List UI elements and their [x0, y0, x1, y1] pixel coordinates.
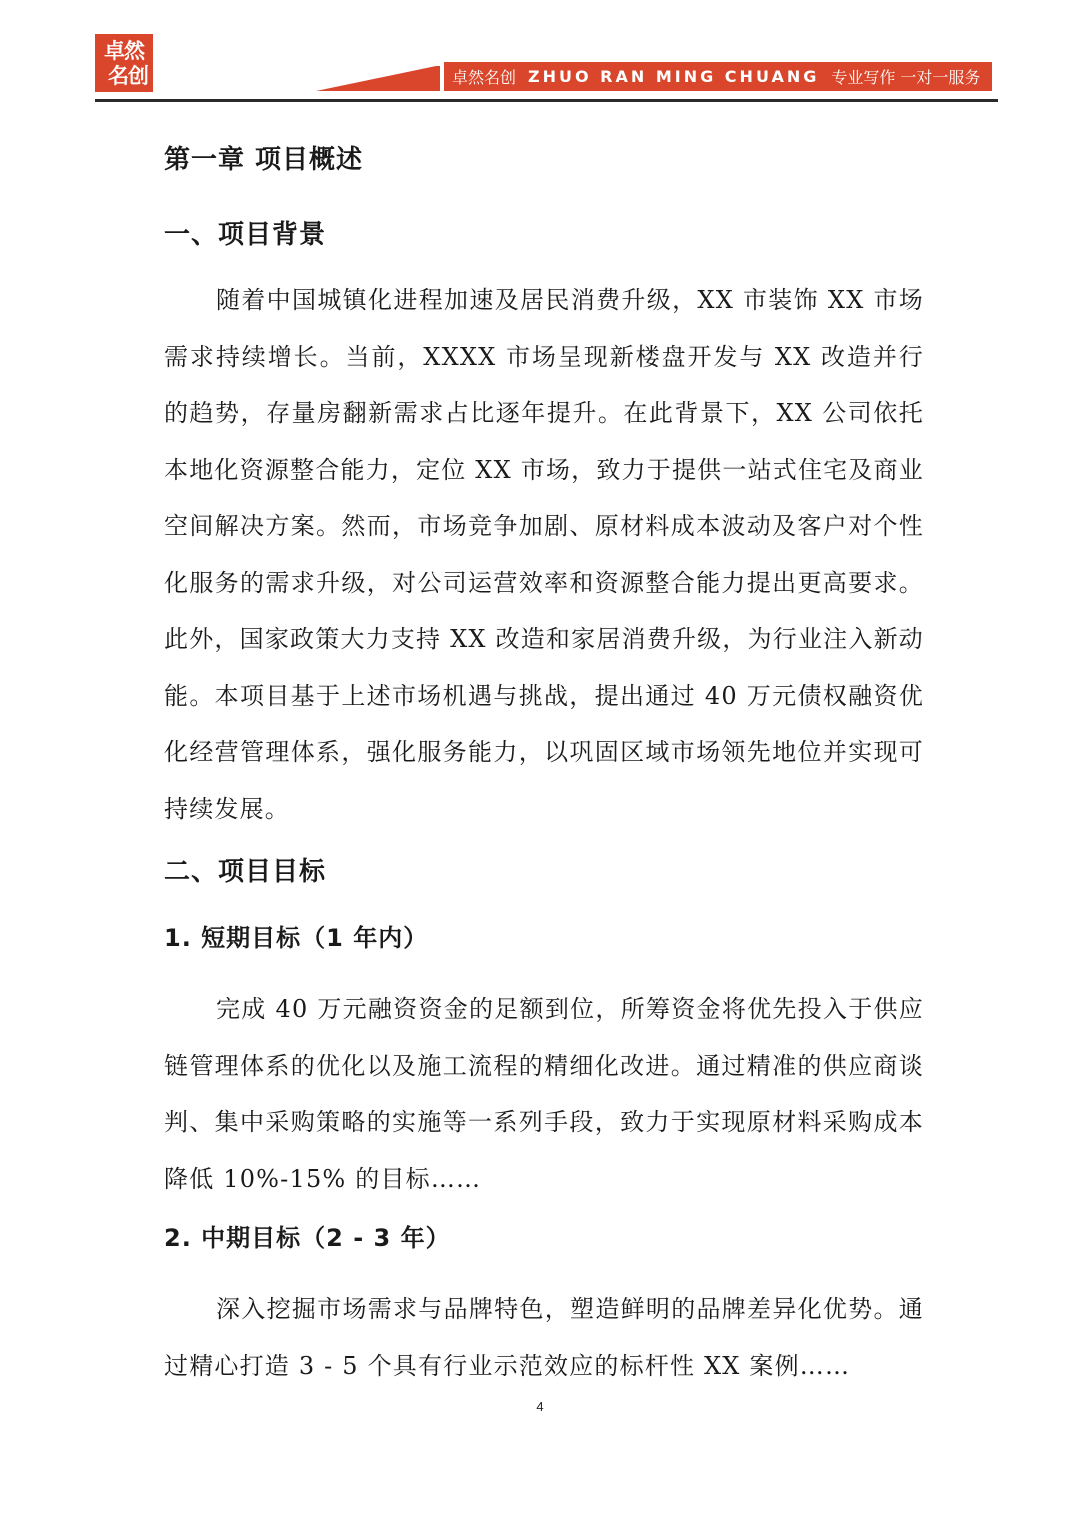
logo-line-2: 名创	[108, 63, 148, 88]
section-heading-background: 一、项目背景	[164, 220, 327, 250]
section-heading-goals: 二、项目目标	[164, 857, 327, 887]
banner-service-text: 专业写作 一对一服务	[831, 68, 981, 87]
document-body	[164, 130, 924, 1394]
banner-cn-name: 卓然名创	[452, 68, 517, 87]
page-number: 4	[536, 1399, 544, 1414]
banner-text	[452, 62, 992, 91]
header-divider	[95, 99, 998, 102]
logo-line-1: 卓然	[104, 38, 144, 63]
subsection-heading-short-term: 1. 短期目标（1 年内）	[164, 924, 429, 952]
header-banner	[316, 62, 992, 91]
subsection-heading-mid-term: 2. 中期目标（2 - 3 年）	[164, 1224, 451, 1252]
brand-logo	[95, 34, 153, 92]
banner-en-name: ZHUO RAN MING CHUANG	[528, 67, 820, 86]
mid-term-paragraph: 深入挖掘市场需求与品牌特色，塑造鲜明的品牌差异化优势。通过精心打造 3 - 5 个具有行业示范效应的标杆性 XX 案例……	[164, 1295, 924, 1380]
short-term-paragraph: 完成 40 万元融资资金的足额到位，所筹资金将优先投入于供应链管理体系的优化以及施工流程的精细化改进。通过精准的供应商谈判、集中采购策略的实施等一系列手段，致力于实现原材料采购成本降低 10%-15% 的目标……	[164, 995, 924, 1193]
chapter-title: 第一章 项目概述	[164, 145, 364, 175]
background-paragraph: 随着中国城镇化进程加速及居民消费升级，XX 市装饰 XX 市场需求持续增长。当前，XXXX 市场呈现新楼盘开发与 XX 改造并行的趋势，存量房翻新需求占比逐年提升。在此背景下，XX 公司依托本地化资源整合能力，定位 XX 市场，致力于提供一站式住宅及商业空间解决方案。然而，市场竞争加剧、原材料成本波动及客户对个性化服务的需求升级，对公司运营效率和资源整合能力提出更高要求。此外，国家政策大力支持 XX 改造和家居消费升级，为行业注入新动能。本项目基于上述市场机遇与挑战，提出通过 40 万元债权融资优化经营管理体系，强化服务能力，以巩固区域市场领先地位并实现可持续发展。	[164, 286, 924, 823]
